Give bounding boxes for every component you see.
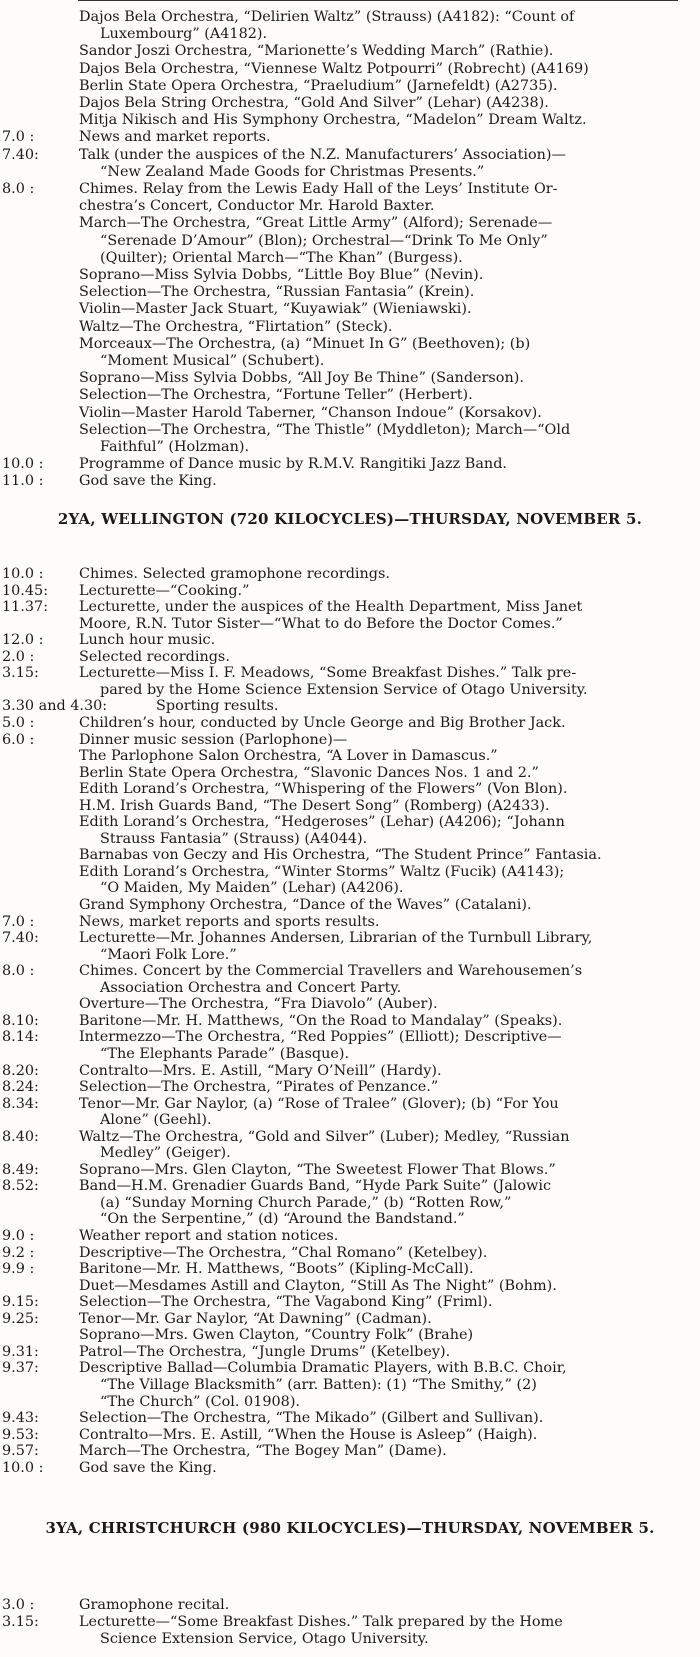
programme-text: March—The Orchestra, “Great Little Army” (Alford); Serenade— — [79, 215, 553, 232]
programme-text: Morceaux—The Orchestra, (a) “Minuet In G” (Beethoven); (b) — [79, 335, 531, 352]
programme-text: Baritone—Mr. H. Matthews, “On the Road to Mandalay” (Speaks). — [79, 1012, 563, 1029]
time-label: 11.37: — [2, 599, 49, 616]
programme-text: “Serenade D’Amour” (Blon); Orchestral—“Drink To Me Only” — [100, 232, 548, 249]
programme-text: Programme of Dance music by R.M.V. Rangitiki Jazz Band. — [79, 456, 507, 473]
time-label: 3.30 and 4.30: — [2, 698, 108, 715]
programme-text: Patrol—The Orchestra, “Jungle Drums” (Ketelbey). — [79, 1343, 451, 1360]
time-label: 8.0 : — [2, 963, 35, 980]
heading-2ya-wellington: 2YA, WELLINGTON (720 KILOCYCLES)—THURSDAY, NOVEMBER 5. — [57, 510, 643, 528]
time-label: 9.37: — [2, 1360, 39, 1377]
programme-text: Soprano—Miss Sylvia Dobbs, “Little Boy Blue” (Nevin). — [79, 267, 484, 283]
programme-text: Dajos Bela Orchestra, “Delirien Waltz” (Strauss) (A4182): “Count of — [79, 9, 575, 25]
programme-text: Selection—The Orchestra, “Pirates of Penzance.” — [79, 1079, 439, 1096]
programme-text: Dajos Bela Orchestra, “Viennese Waltz Potpourri” (Robrecht) (A4169) — [79, 60, 589, 77]
time-label: 8.40: — [2, 1128, 39, 1145]
programme-text: Lecturette, under the auspices of the Health Department, Miss Janet — [79, 599, 583, 616]
programme-text: Soprano—Miss Sylvia Dobbs, “All Joy Be Thine” (Sanderson). — [79, 370, 524, 387]
programme-text: God save the King. — [79, 1459, 217, 1476]
time-label: 8.24: — [2, 1079, 39, 1096]
time-label: 9.9 : — [2, 1261, 35, 1278]
programme-text: Science Extension Service, Otago University. — [100, 1631, 429, 1647]
programme-text: Chimes. Relay from the Lewis Eady Hall of the Leys’ Institute Or- — [79, 181, 558, 197]
time-label: 8.20: — [2, 1062, 39, 1079]
time-label: 8.52: — [2, 1178, 39, 1195]
time-label: 9.53: — [2, 1426, 39, 1443]
time-label: 3.15: — [2, 1614, 39, 1630]
programme-text: (Quilter); Oriental March—“The Khan” (Burgess). — [100, 249, 463, 266]
programme-text: Berlin State Opera Orchestra, “Praeludium” (Jarnefeldt) (A2735). — [79, 77, 558, 94]
programme-text: “O Maiden, My Maiden” (Lehar) (A4206). — [100, 880, 404, 897]
time-label: 9.15: — [2, 1294, 39, 1311]
time-label: 7.0 : — [2, 129, 35, 146]
programme-text: Edith Lorand’s Orchestra, “Hedgeroses” (Lehar) (A4206); “Johann — [79, 814, 565, 831]
programme-text: Selection—The Orchestra, “Russian Fantasia” (Krein). — [79, 284, 475, 301]
programme-text: The Parlophone Salon Orchestra, “A Lover in Damascus.” — [79, 748, 498, 765]
time-label: 6.0 : — [2, 731, 35, 748]
time-label: 8.10: — [2, 1012, 39, 1029]
time-label: 7.40: — [2, 930, 39, 947]
time-label: 10.0 : — [2, 566, 44, 582]
programme-text: Selection—The Orchestra, “The Vagabond King” (Friml). — [79, 1294, 493, 1311]
programme-text: Waltz—The Orchestra, “Flirtation” (Steck). — [79, 318, 393, 335]
time-label: 3.0 : — [2, 1597, 35, 1613]
programme-text: Luxembourg” (A4182). — [100, 26, 268, 43]
programme-text: “On the Serpentine,” (d) “Around the Bandstand.” — [100, 1211, 465, 1228]
programme-text: Descriptive Ballad—Columbia Dramatic Players, with B.B.C. Choir, — [79, 1360, 567, 1377]
programme-text: Chimes. Selected gramophone recordings. — [79, 566, 390, 582]
programme-text: Soprano—Mrs. Gwen Clayton, “Country Folk” (Brahe) — [79, 1327, 474, 1344]
time-label: 8.49: — [2, 1161, 39, 1178]
time-label: 9.2 : — [2, 1244, 35, 1261]
programme-text: Tenor—Mr. Gar Naylor, (a) “Rose of Tralee” (Glover); (b) “For You — [79, 1095, 559, 1112]
programme-text: Descriptive—The Orchestra, “Chal Romano” (Ketelbey). — [79, 1244, 488, 1261]
time-label: 7.0 : — [2, 913, 35, 930]
programme-text: Berlin State Opera Orchestra, “Slavonic Dances Nos. 1 and 2.” — [79, 764, 539, 781]
programme-text: Intermezzo—The Orchestra, “Red Poppies” (Elliott); Descriptive— — [79, 1029, 562, 1046]
programme-text: “New Zealand Made Goods for Christmas Presents.” — [100, 163, 485, 180]
programme-text: Medley” (Geiger). — [100, 1145, 231, 1162]
programme-text: Gramophone recital. — [79, 1597, 230, 1613]
programme-text: March—The Orchestra, “The Bogey Man” (Dame). — [79, 1443, 447, 1460]
time-label: 8.0 : — [2, 181, 35, 197]
time-label: 8.14: — [2, 1029, 39, 1046]
programme-text: Talk (under the auspices of the N.Z. Manufacturers’ Association)— — [79, 146, 566, 163]
programme-text: Lecturette—“Cooking.” — [79, 582, 250, 599]
time-label: 11.0 : — [2, 473, 44, 490]
top-rule — [78, 0, 678, 1]
programme-text: Moore, R.N. Tutor Sister—“What to do Before the Doctor Comes.” — [79, 615, 563, 632]
programme-text: H.M. Irish Guards Band, “The Desert Song” (Romberg) (A2433). — [79, 797, 550, 814]
programme-text: Selection—The Orchestra, “Fortune Teller” (Herbert). — [79, 387, 473, 404]
programme-text: Duet—Mesdames Astill and Clayton, “Still As The Night” (Bohm). — [79, 1277, 557, 1294]
programme-text: “The Church” (Col. 01908). — [100, 1393, 301, 1410]
programme-text: Violin—Master Harold Taberner, “Chanson Indoue” (Korsakov). — [79, 404, 542, 421]
programme-text: Grand Symphony Orchestra, “Dance of the Waves” (Catalani). — [79, 897, 532, 913]
programme-text: Dinner music session (Parlophone)— — [79, 731, 348, 748]
programme-text: Band—H.M. Grenadier Guards Band, “Hyde Park Suite” (Jalowic — [79, 1178, 552, 1195]
time-label: 9.43: — [2, 1410, 39, 1427]
programme-text: Lecturette—Miss I. F. Meadows, “Some Breakfast Dishes.” Talk pre- — [79, 665, 577, 682]
time-label: 10.0 : — [2, 456, 44, 473]
programme-text: Tenor—Mr. Gar Naylor, “At Dawning” (Cadman). — [79, 1310, 432, 1327]
programme-text: Soprano—Mrs. Glen Clayton, “The Sweetest Flower That Blows.” — [79, 1161, 556, 1178]
programme-text: Selection—The Orchestra, “The Mikado” (Gilbert and Sullivan). — [79, 1410, 544, 1427]
time-label: 3.15: — [2, 665, 39, 682]
programme-text: Alone” (Geehl). — [100, 1112, 212, 1129]
programme-text: Selection—The Orchestra, “The Thistle” (Myddleton); March—“Old — [79, 421, 571, 438]
programme-text: Dajos Bela String Orchestra, “Gold And Silver” (Lehar) (A4238). — [79, 95, 549, 111]
programme-text: Mitja Nikisch and His Symphony Orchestra, “Madelon” Dream Waltz. — [79, 112, 587, 129]
programme-text: “The Village Blacksmith” (arr. Batten): (1) “The Smithy,” (2) — [100, 1376, 537, 1393]
time-label: 10.45: — [2, 582, 49, 599]
programme-text: Chimes. Concert by the Commercial Travellers and Warehousemen’s — [79, 963, 583, 980]
time-label: 10.0 : — [2, 1459, 44, 1476]
programme-text: Strauss Fantasia” (Strauss) (A4044). — [100, 830, 368, 847]
programme-text: (a) “Sunday Morning Church Parade,” (b) “Rotten Row,” — [100, 1194, 512, 1211]
time-label: 7.40: — [2, 146, 39, 163]
programme-text: Sandor Joszi Orchestra, “Marionette’s Wedding March” (Rathie). — [79, 43, 554, 60]
programme-text: Association Orchestra and Concert Party. — [100, 979, 402, 996]
time-label: 8.34: — [2, 1095, 39, 1112]
programme-text: Lunch hour music. — [79, 632, 216, 649]
programme-text: News, market reports and sports results. — [79, 913, 380, 930]
programme-text: God save the King. — [79, 473, 217, 490]
time-label: 2.0 : — [2, 648, 35, 665]
time-label: 9.25: — [2, 1310, 39, 1327]
programme-text: Violin—Master Jack Stuart, “Kuyawiak” (Wieniawski). — [79, 301, 472, 318]
programme-text: chestra’s Concert, Conductor Mr. Harold Baxter. — [79, 198, 435, 215]
programme-text: Children’s hour, conducted by Uncle George and Big Brother Jack. — [79, 714, 566, 731]
time-label: 5.0 : — [2, 714, 35, 731]
programme-text: Lecturette—“Some Breakfast Dishes.” Talk prepared by the Home — [79, 1614, 563, 1630]
programme-text: Baritone—Mr. H. Matthews, “Boots” (Kipling-McCall). — [79, 1261, 474, 1278]
time-label: 9.31: — [2, 1343, 39, 1360]
programme-text: Sporting results. — [156, 698, 279, 715]
programme-text: Edith Lorand’s Orchestra, “Whispering of the Flowers” (Von Blon). — [79, 781, 568, 798]
time-label: 9.0 : — [2, 1228, 35, 1244]
programme-text: Selected recordings. — [79, 648, 230, 665]
programme-text: “Moment Musical” (Schubert). — [100, 353, 325, 369]
programme-text: Contralto—Mrs. E. Astill, “When the House is Asleep” (Haigh). — [79, 1426, 538, 1443]
programme-text: Waltz—The Orchestra, “Gold and Silver” (Luber); Medley, “Russian — [79, 1128, 570, 1145]
programme-text: Weather report and station notices. — [79, 1228, 339, 1244]
programme-text: Contralto—Mrs. E. Astill, “Mary O’Neill” (Hardy). — [79, 1062, 442, 1079]
programme-text: Lecturette—Mr. Johannes Andersen, Librarian of the Turnbull Library, — [79, 930, 593, 947]
programme-text: Edith Lorand’s Orchestra, “Winter Storms” Waltz (Fucik) (A4143); — [79, 863, 565, 880]
programme-text: Overture—The Orchestra, “Fra Diavolo” (Auber). — [79, 996, 438, 1013]
programme-text: News and market reports. — [79, 129, 271, 146]
programme-text: Faithful” (Holzman). — [100, 439, 250, 455]
programme-text: “Maori Folk Lore.” — [100, 946, 237, 963]
programme-text: Barnabas von Geczy and His Orchestra, “The Student Prince” Fantasia. — [79, 847, 602, 864]
programme-text: pared by the Home Science Extension Service of Otago University. — [100, 681, 588, 698]
heading-3ya-christchurch: 3YA, CHRISTCHURCH (980 KILOCYCLES)—THURSDAY, NOVEMBER 5. — [45, 1519, 655, 1537]
programme-text: “The Elephants Parade” (Basque). — [100, 1045, 350, 1062]
time-label: 12.0 : — [2, 632, 44, 649]
time-label: 9.57: — [2, 1443, 39, 1460]
